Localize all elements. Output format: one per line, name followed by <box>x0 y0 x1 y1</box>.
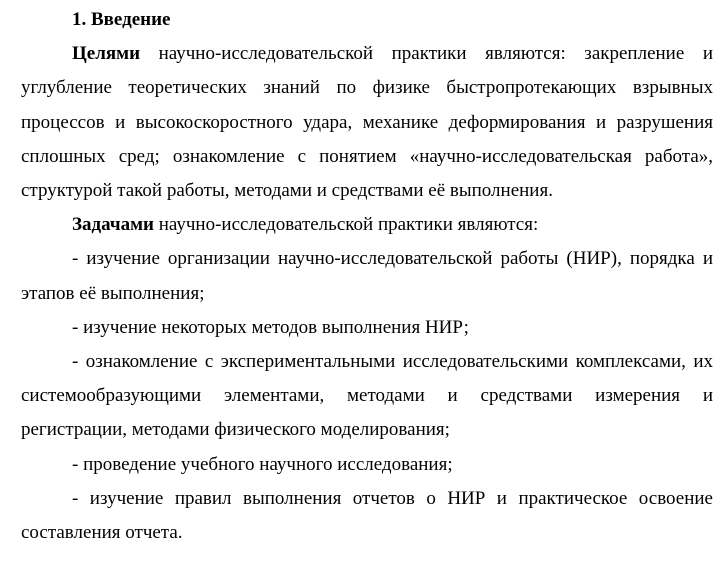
tasks-keyword: Задачами <box>72 214 154 236</box>
task-item: - ознакомление с экспериментальными исследовательскими комплексами, их системообразующими элементами, методами и средствами измерения и регистрации, методами физического моделирования; <box>21 351 713 441</box>
tasks-intro-paragraph <box>21 208 713 242</box>
tasks-intro-text: научно-исследовательской практики являются: <box>153 214 539 236</box>
task-item: - изучение организации научно-исследовательской работы (НИР), порядка и этапов её выполнения; <box>21 248 713 304</box>
task-item: - проведение учебного научного исследования; <box>72 453 453 475</box>
section-heading: 1. Введение <box>72 9 171 30</box>
goals-keyword: Целями <box>72 43 141 65</box>
task-item: - изучение правил выполнения отчетов о НИР и практическое освоение составления отчета. <box>21 487 713 544</box>
goals-paragraph <box>21 37 713 208</box>
task-item: - изучение некоторых методов выполнения НИР; <box>72 316 469 338</box>
goals-text: научно-исследовательской практики являются: закрепление и углубление теоретических знаний по физике быстропротекающих взрывных процессов и высокоскоростного удара, механике деформирования и разрушения сплошных сред; ознакомление с понятием «научно-исследовательская работа», структурой такой работы, методами и средствами её выполнения. <box>21 43 713 202</box>
